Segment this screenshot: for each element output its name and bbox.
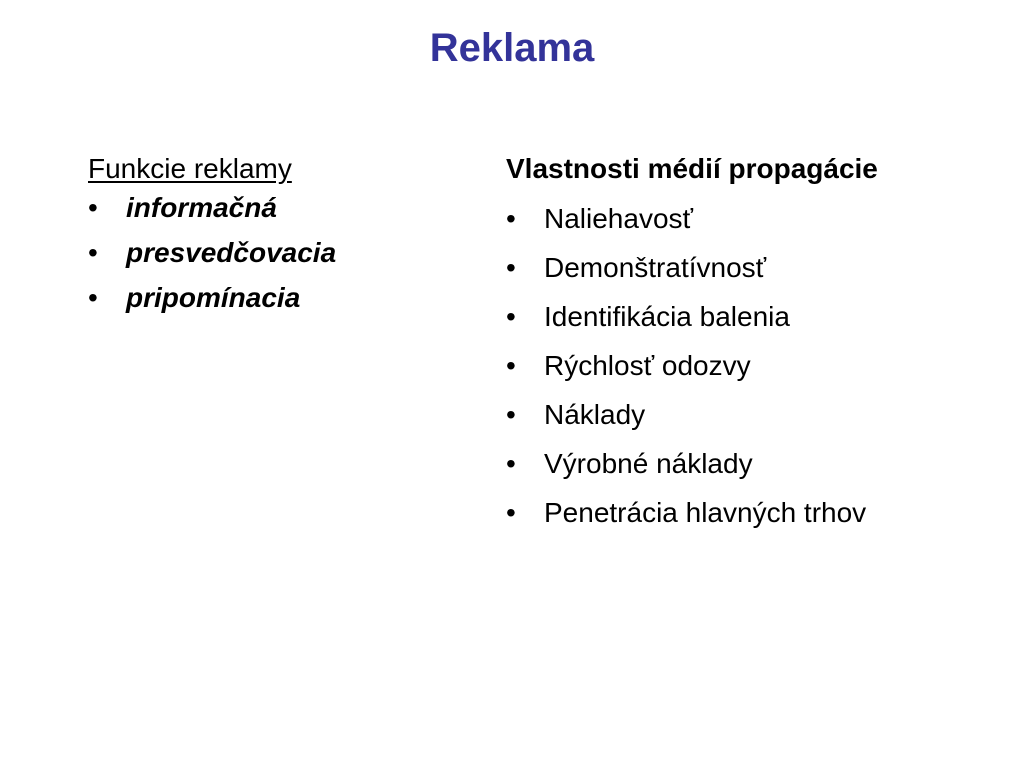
right-column-heading: Vlastnosti médií propagácie <box>506 153 878 184</box>
left-column <box>88 152 468 320</box>
list-item <box>506 292 1006 341</box>
bullet-icon: • <box>88 282 98 313</box>
bullet-icon: • <box>506 203 516 234</box>
list-item-text: Výrobné náklady <box>544 448 753 479</box>
bullet-icon: • <box>88 192 98 223</box>
list-item-text: Penetrácia hlavných trhov <box>544 497 867 528</box>
left-bullet-list <box>88 185 468 320</box>
right-bullet-list <box>506 194 1006 537</box>
list-item <box>88 275 468 320</box>
list-item <box>506 390 1006 439</box>
list-item-text: Demonštratívnosť <box>544 252 767 283</box>
left-column-heading: Funkcie reklamy <box>88 153 292 184</box>
list-item-text: presvedčovacia <box>126 237 337 268</box>
list-item-text: Identifikácia balenia <box>544 301 790 332</box>
list-item-text: Rýchlosť odozvy <box>544 350 751 381</box>
right-column <box>506 152 1006 537</box>
list-item <box>506 341 1006 390</box>
bullet-icon: • <box>506 301 516 332</box>
bullet-icon: • <box>506 350 516 381</box>
list-item-text: informačná <box>126 192 277 223</box>
list-item-text: pripomínacia <box>126 282 301 313</box>
bullet-icon: • <box>506 448 516 479</box>
list-item <box>88 230 468 275</box>
bullet-icon: • <box>506 399 516 430</box>
bullet-icon: • <box>88 237 98 268</box>
list-item <box>506 243 1006 292</box>
list-item-text: Náklady <box>544 399 646 430</box>
list-item <box>506 439 1006 488</box>
list-item <box>88 185 468 230</box>
slide-title: Reklama <box>429 26 595 70</box>
bullet-icon: • <box>506 252 516 283</box>
bullet-icon: • <box>506 497 516 528</box>
list-item-text: Naliehavosť <box>544 203 694 234</box>
list-item <box>506 194 1006 243</box>
list-item <box>506 488 1006 537</box>
